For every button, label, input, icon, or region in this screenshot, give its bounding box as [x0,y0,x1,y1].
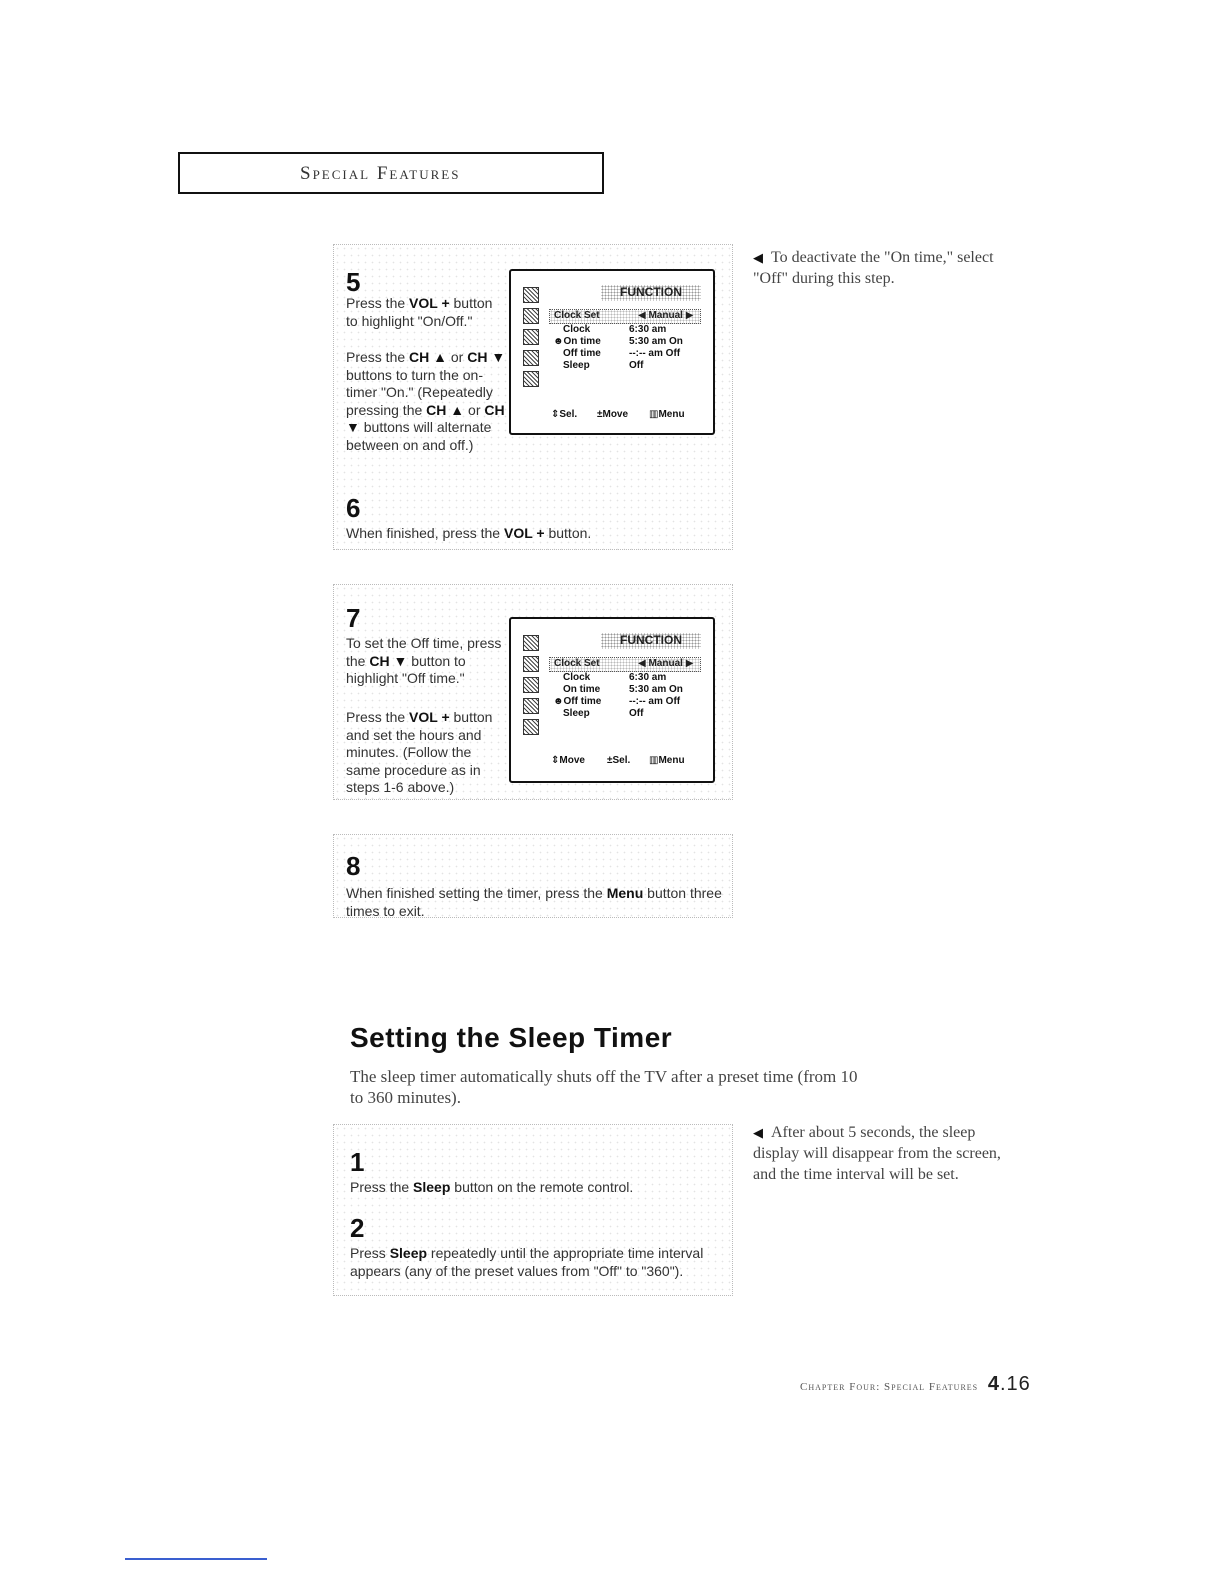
menu-row-on-time-value: 5:30 am On [629,336,683,347]
clock-set-value: ◀ Manual ▶ [638,658,694,669]
menu-row-clock-value: 6:30 am [629,324,667,335]
step-2-number: 2 [350,1213,365,1243]
setup-menu-icon [523,371,539,387]
function-menu-icon [523,350,539,366]
clock-set-row [549,657,701,672]
menu-icon-column [523,287,541,392]
page-number: 4.16 [987,1373,1031,1395]
page-footer [800,1373,1031,1396]
step-7-para-2: Press the VOL + button and set the hours and minutes. (Follow the same procedure as in steps 1-6 above.) [346,709,493,795]
tv-function-menu-screen [509,617,715,783]
menu-footer-move: ±Move [597,409,629,420]
step-5-para-2: Press the CH ▲ or CH ▼ buttons to turn the on-timer "On." (Repeatedly pressing the CH ▲ or CH ▼ buttons will alternate between on and off.) [346,349,506,453]
sound-menu-icon [523,308,539,324]
step-1-number: 1 [350,1147,365,1177]
picture-menu-icon [523,287,539,303]
arrow-left-icon: ◀ [753,1125,763,1140]
picture-menu-icon [523,635,539,651]
menu-row-off-time-value: --:-- am Off [629,696,681,707]
note-deactivate-on-time: ◀ To deactivate the "On time," select "Off" during this step. [753,249,994,287]
step-1-text: Press the Sleep button on the remote control. [350,1179,634,1195]
arrow-left-icon: ◀ [753,250,763,265]
menu-footer-sel: ⇕Sel. [551,409,578,420]
menu-row-clock-label: Clock [563,672,591,683]
tv-function-menu-screen [509,269,715,435]
section-heading: Setting the Sleep Timer [350,1022,673,1053]
menu-row-on-time-label: On time [563,684,601,695]
clock-set-label: Clock Set [554,310,600,321]
menu-title: FUNCTION [601,285,701,301]
step-7-para-1: To set the Off time, press the CH ▼ button to highlight "Off time." [346,635,502,686]
menu-row-sleep-label: Sleep [563,708,590,719]
channel-menu-icon [523,329,539,345]
section-intro: The sleep timer automatically shuts off the TV after a preset time (from 10 to 360 minutes). [350,1067,858,1107]
menu-row-off-time-label: Off time [563,348,601,359]
section-header-box [178,152,604,194]
step-5-number: 5 [346,267,361,297]
step-7-number: 7 [346,603,361,633]
steps-5-6-panel [333,244,733,550]
bottom-rule [125,1558,267,1560]
menu-row-off-time-value: --:-- am Off [629,348,681,359]
clock-set-label: Clock Set [554,658,600,669]
chapter-title: Chapter Four: Special Features [800,1381,979,1393]
function-menu-icon [523,698,539,714]
menu-row-clock-label: Clock [563,324,591,335]
menu-icon-column [523,635,541,740]
step-8-number: 8 [346,851,361,881]
menu-row-sleep-label: Sleep [563,360,590,371]
menu-row-off-time-label: ☻Off time [553,696,602,707]
menu-row-clock-value: 6:30 am [629,672,667,683]
note-sleep-display: ◀ After about 5 seconds, the sleep display will disappear from the screen, and the time interval will be set. [753,1124,1001,1183]
menu-title: FUNCTION [601,633,701,649]
sound-menu-icon [523,656,539,672]
step-8-panel [333,834,733,918]
step-6-text: When finished, press the VOL + button. [346,525,592,541]
clock-set-row [549,309,701,324]
menu-row-on-time-label: ☻On time [553,336,601,347]
sleep-steps-panel [333,1124,733,1296]
clock-set-value: ◀ Manual ▶ [638,310,694,321]
menu-footer-menu: ▥Menu [649,755,685,766]
menu-row-sleep-value: Off [629,708,644,719]
menu-footer-sel: ±Sel. [607,755,631,766]
menu-footer-move: ⇕Move [551,755,585,766]
step-5-para-1: Press the VOL + button to highlight "On/Off." [346,295,493,329]
step-6-number: 6 [346,493,361,523]
section-header-title: Special Features [300,163,461,184]
menu-row-sleep-value: Off [629,360,644,371]
step-8-text: When finished setting the timer, press the Menu button three times to exit. [346,885,722,919]
menu-footer-menu: ▥Menu [649,409,685,420]
step-2-text: Press Sleep repeatedly until the appropriate time interval appears (any of the preset values from "Off" to "360"). [350,1245,704,1279]
setup-menu-icon [523,719,539,735]
menu-row-on-time-value: 5:30 am On [629,684,683,695]
channel-menu-icon [523,677,539,693]
step-7-panel [333,584,733,800]
